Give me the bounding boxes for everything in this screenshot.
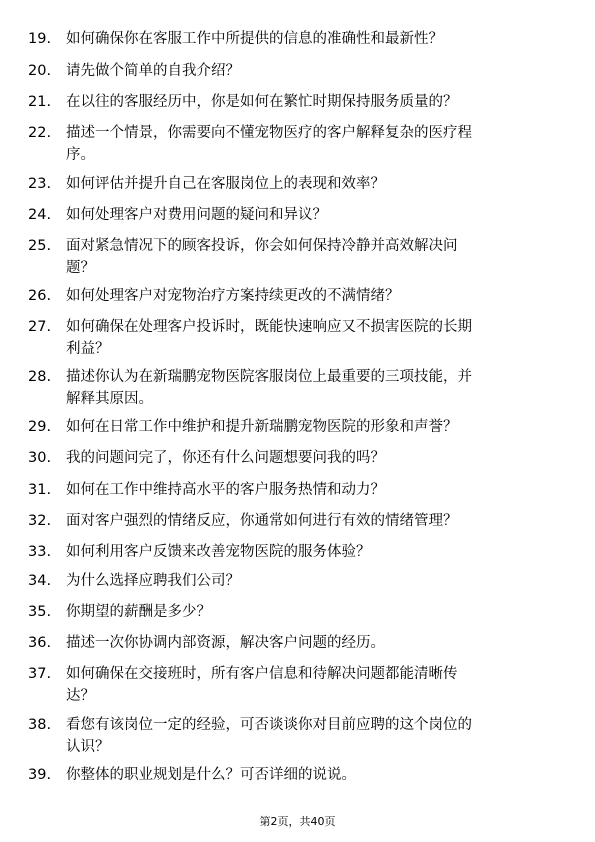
- question-text: 如何确保在处理客户投诉时，既能快速响应又不损害医院的长期 利益？: [66, 319, 472, 357]
- question-number: 21.: [28, 94, 52, 110]
- question-text: 你期望的薪酬是多少？: [66, 604, 211, 620]
- question-text: 描述一个情景，你需要向不懂宠物医疗的客户解释复杂的医疗程 序。: [66, 125, 472, 163]
- question-number: 36.: [28, 635, 52, 651]
- question-number: 27.: [28, 319, 52, 335]
- question-text: 如何确保你在客服工作中所提供的信息的准确性和最新性？: [66, 31, 443, 47]
- question-text: 看您有该岗位一定的经验，可否谈谈你对目前应聘的这个岗位的 认识？: [66, 717, 472, 755]
- page-number-footer: 第2页，共40页: [259, 815, 336, 828]
- question-number: 25.: [28, 238, 52, 254]
- question-text: 请先做个简单的自我介绍？: [66, 63, 240, 79]
- question-number: 37.: [28, 666, 52, 682]
- question-text: 面对紧急情况下的顾客投诉，你会如何保持冷静并高效解决问 题？: [66, 238, 458, 276]
- question-text: 如何评估并提升自己在客服岗位上的表现和效率？: [66, 176, 385, 192]
- question-number: 32.: [28, 513, 52, 529]
- question-number: 19.: [28, 31, 52, 47]
- question-number: 26.: [28, 288, 52, 304]
- question-number: 22.: [28, 125, 52, 141]
- question-text: 你整体的职业规划是什么？可否详细的说说。: [66, 767, 356, 783]
- question-number: 34.: [28, 573, 52, 589]
- question-number: 29.: [28, 419, 52, 435]
- question-number: 33.: [28, 544, 52, 560]
- question-text: 如何在日常工作中维护和提升新瑞鹏宠物医院的形象和声誉？: [66, 419, 458, 435]
- question-number: 24.: [28, 207, 52, 223]
- question-number: 28.: [28, 369, 52, 385]
- question-text: 如何处理客户对费用问题的疑问和异议？: [66, 207, 327, 223]
- question-text: 如何处理客户对宠物治疗方案持续更改的不满情绪？: [66, 288, 400, 304]
- question-text: 描述你认为在新瑞鹏宠物医院客服岗位上最重要的三项技能，并 解释其原因。: [66, 369, 472, 407]
- question-number: 39.: [28, 767, 52, 783]
- question-number: 23.: [28, 176, 52, 192]
- question-text: 描述一次你协调内部资源，解决客户问题的经历。: [66, 635, 385, 651]
- question-number: 20.: [28, 63, 52, 79]
- question-number: 30.: [28, 450, 52, 466]
- question-text: 为什么选择应聘我们公司？: [66, 573, 240, 589]
- question-text: 如何利用客户反馈来改善宠物医院的服务体验？: [66, 544, 371, 560]
- question-number: 31.: [28, 482, 52, 498]
- question-number: 35.: [28, 604, 52, 620]
- question-text: 在以往的客服经历中，你是如何在繁忙时期保持服务质量的？: [66, 94, 458, 110]
- question-number: 38.: [28, 717, 52, 733]
- question-text: 面对客户强烈的情绪反应，你通常如何进行有效的情绪管理？: [66, 513, 458, 529]
- question-text: 如何在工作中维持高水平的客户服务热情和动力？: [66, 482, 385, 498]
- question-text: 如何确保在交接班时，所有客户信息和待解决问题都能清晰传 达？: [66, 666, 458, 704]
- question-text: 我的问题问完了，你还有什么问题想要问我的吗？: [66, 450, 385, 466]
